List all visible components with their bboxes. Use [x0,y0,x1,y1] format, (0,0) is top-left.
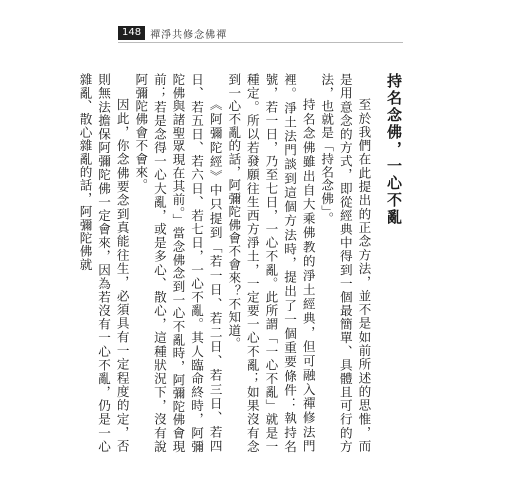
section-heading: 持名念佛，一心不亂 [385,73,403,226]
paragraph-1: 至於我們在此提出的正念方法，並不是如前所述的思惟，而是用意念的方式，即從經典中得到一個最簡單、具體且可行的方法，也就是「持名念佛」。 [319,73,372,453]
paragraph-3: 《阿彌陀經》中只提到「若一日、若二日、若三日、若四日、若五日、若六日、若七日，一心不亂。其人臨命終時，阿彌陀佛與諸聖眾現在其前。」當念佛念到一心不亂時，阿彌陀佛會現前；若是念得一心大亂，或是多心、散心，這種狀況下，沒有說阿彌陀佛會不會來。 [133,73,223,453]
page-body [77,73,403,453]
page-number: 148 [118,26,145,40]
running-header [118,25,227,41]
paragraph-4: 因此，你念佛要念到真能往生，必須具有一定程度的定，否則無法擔保阿彌陀佛一定會來，因為若沒有一心不亂，仍是一心雜亂、散心雜亂的話，阿彌陀佛就 [77,73,130,453]
book-title: 禪淨共修念佛禪 [150,29,228,41]
header-divider [118,42,403,43]
paragraph-2: 持名念佛雖出自大乘佛教的淨土經典，但可融入禪修法門裡。淨土法門談到這個方法時，提出了一個重要條件：執持名號，若一日，乃至七日，一心不亂。此所謂「一心不亂」就是一種定。所以若發願往生西方淨土，一定要一心不亂；如果沒有念到一心不亂的話，阿彌陀佛會不會來？不知道。 [226,73,316,453]
